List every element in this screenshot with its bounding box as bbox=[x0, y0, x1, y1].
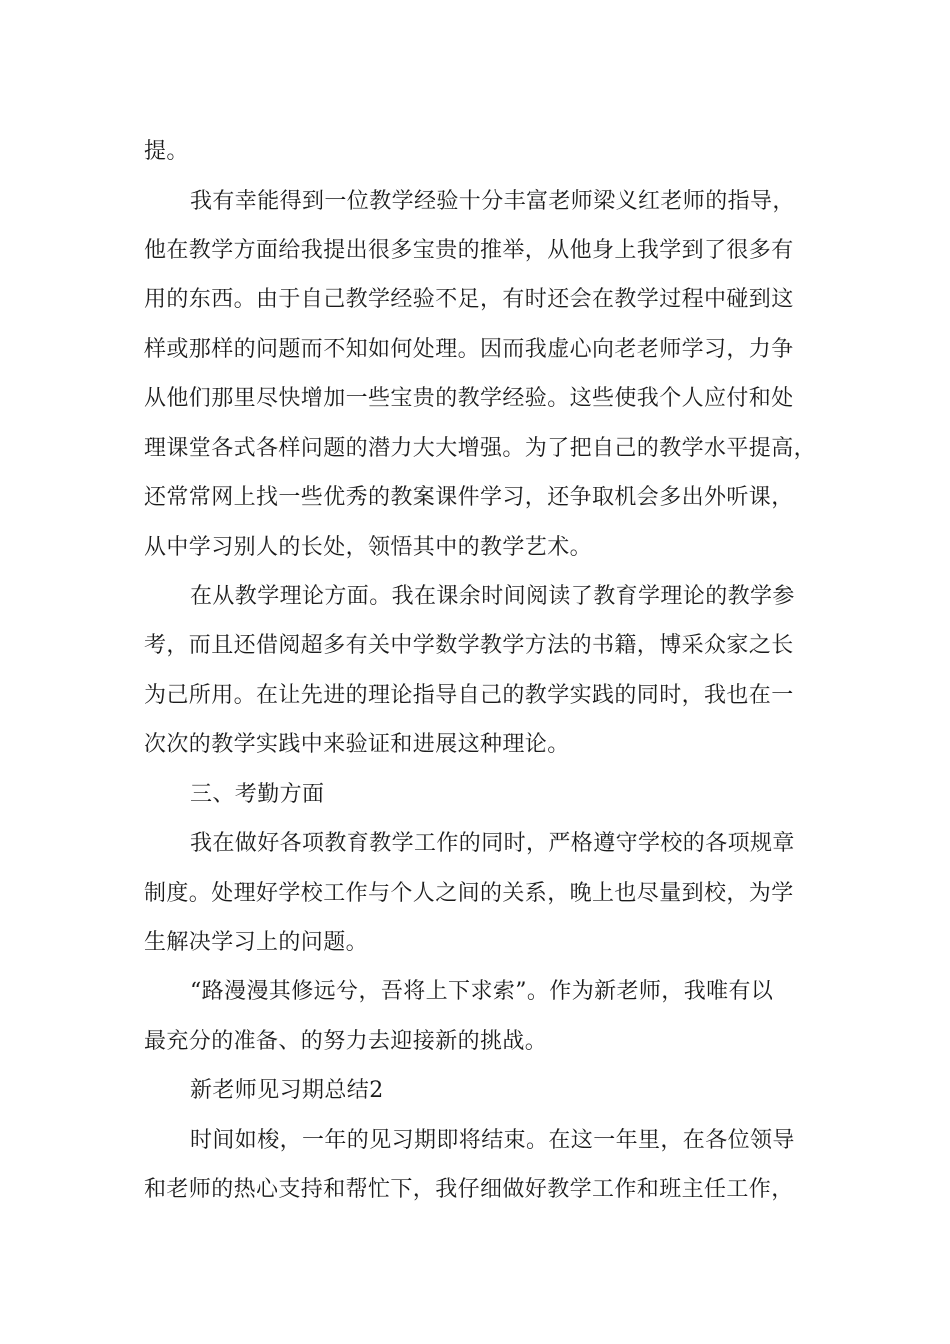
text-line: 考，而且还借阅超多有关中学数学教学方法的书籍，博采众家之长 bbox=[144, 633, 794, 658]
text-line: 他在教学方面给我提出很多宝贵的推举，从他身上我学到了很多有 bbox=[144, 238, 794, 263]
text-line: 次次的教学实践中来验证和进展这种理论。 bbox=[144, 732, 570, 757]
text-line: 为己所用。在让先进的理论指导自己的教学实践的同时，我也在一 bbox=[144, 683, 794, 708]
section-heading: 三、考勤方面 bbox=[190, 782, 325, 807]
paragraph-start-line: 我有幸能得到一位教学经验十分丰富老师梁义红老师的指导， bbox=[190, 189, 795, 214]
text-line: 最充分的准备、的努力去迎接新的挑战。 bbox=[144, 1029, 548, 1054]
text-line: 从他们那里尽快增加一些宝贵的教学经验。这些使我个人应付和处 bbox=[144, 386, 794, 411]
paragraph-start-line: 时间如梭，一年的见习期即将结束。在这一年里，在各位领导 bbox=[190, 1128, 795, 1153]
section-title: 新老师见习期总结2 bbox=[190, 1078, 384, 1103]
text-line: 还常常网上找一些优秀的教案课件学习，还争取机会多出外听课， bbox=[144, 485, 794, 510]
text-line: 样或那样的问题而不知如何处理。因而我虚心向老老师学习，力争 bbox=[144, 337, 794, 362]
text-line: 生解决学习上的问题。 bbox=[144, 930, 369, 955]
text-line: 用的东西。由于自己教学经验不足，有时还会在教学过程中碰到这 bbox=[144, 287, 794, 312]
text-line: 制度。处理好学校工作与个人之间的关系，晚上也尽量到校，为学 bbox=[144, 881, 794, 906]
paragraph-start-line: 我在做好各项教育教学工作的同时，严格遵守学校的各项规章 bbox=[190, 831, 795, 856]
text-line: 和老师的热心支持和帮忙下，我仔细做好教学工作和班主任工作， bbox=[144, 1177, 794, 1202]
paragraph-start-line: 在从教学理论方面。我在课余时间阅读了教育学理论的教学参 bbox=[190, 584, 795, 609]
text-line: 从中学习别人的长处，领悟其中的教学艺术。 bbox=[144, 535, 593, 560]
text-line: 提。 bbox=[144, 139, 189, 164]
text-line: 理课堂各式各样问题的潜力大大增强。为了把自己的教学水平提高， bbox=[144, 436, 817, 461]
paragraph-start-line: “路漫漫其修远兮，吾将上下求索”。作为新老师，我唯有以 bbox=[190, 979, 774, 1004]
